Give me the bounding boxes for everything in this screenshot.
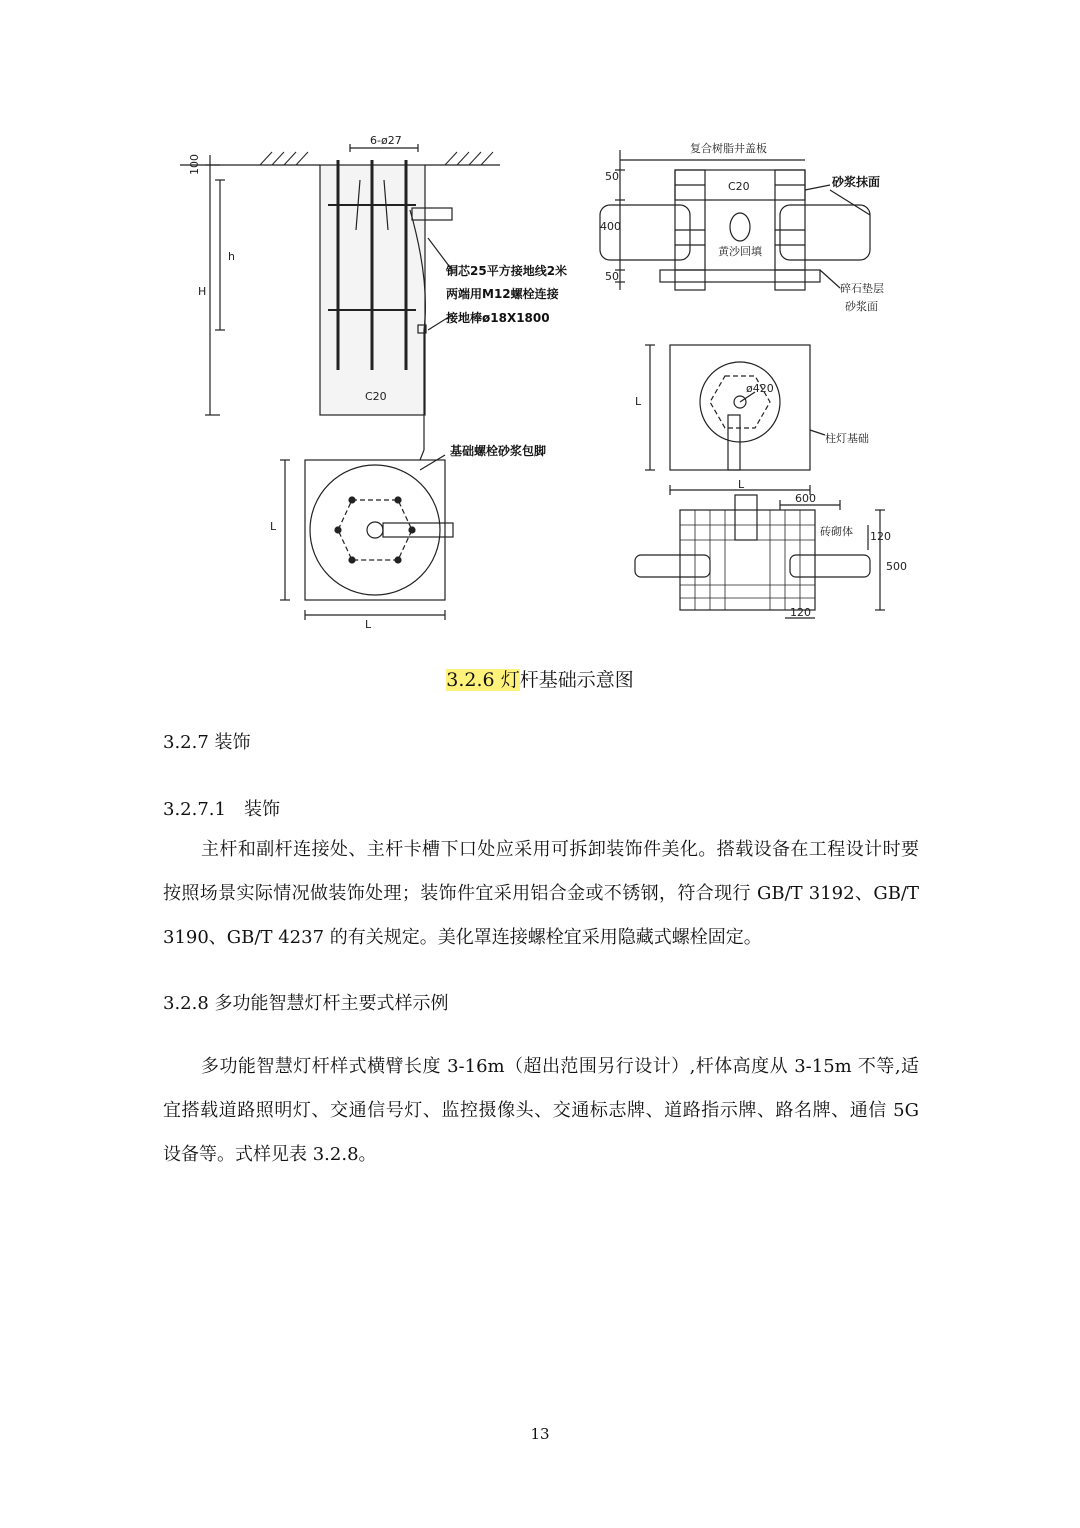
caption-number: 3.2.6 [446, 669, 495, 691]
paragraph-styles: 多功能智慧灯杆样式横臂长度 3-16m（超出范围另行设计）,杆体高度从 3-15m 不等,适宜搭载道路照明灯、交通信号灯、监控摄像头、交通标志牌、道路指示牌、路名牌、通信 5G 设备等。式样见表 3.2.8。 [163, 1056, 919, 1165]
right-dim-120b: 120 [790, 606, 811, 619]
right-dim-120a: 120 [870, 530, 891, 543]
right-dim-L-bottom: L [738, 478, 745, 491]
page-number: 13 [530, 1425, 550, 1443]
left-dim-100: 100 [188, 154, 201, 175]
right-diameter: ø420 [746, 382, 774, 395]
right-backfill: 黄沙回填 [718, 245, 762, 258]
paragraph-decoration: 主杆和副杆连接处、主杆卡槽下口处应采用可拆卸装饰件美化。搭载设备在工程设计时要按照场景实际情况做装饰处理；装饰件宜采用铝合金或不锈钢，符合现行 GB/T 3192、GB/T 3190、GB/T 4237 的有关规定。美化罩连接螺栓宜采用隐藏式螺栓固定。 [163, 839, 919, 948]
left-dim-h: h [228, 250, 235, 263]
foundation-diagram [180, 130, 920, 630]
left-note2: 两端用M12螺栓连接 [446, 287, 559, 301]
right-dim-50b: 50 [605, 270, 619, 283]
right-foundation: 柱灯基础 [825, 432, 869, 445]
caption-first-char: 灯 [500, 669, 520, 691]
heading-3-2-8: 3.2.8 多功能智慧灯杆主要式样示例 [163, 993, 449, 1014]
foundation-drawing [180, 130, 920, 630]
right-dim-L-side: L [635, 395, 642, 408]
left-note4: 基础螺栓砂浆包脚 [450, 444, 547, 458]
right-dim-400: 400 [600, 220, 621, 233]
right-dim-600: 600 [795, 492, 816, 505]
caption-highlight [446, 669, 519, 691]
left-note3: 接地棒ø18X1800 [446, 311, 550, 325]
left-note1: 铜芯25平方接地线2米 [446, 264, 568, 278]
right-brick: 砖砌体 [820, 525, 853, 538]
right-gravel: 碎石垫层 [840, 282, 884, 295]
left-dim-L-bottom: L [365, 618, 372, 630]
left-concrete: C20 [365, 390, 387, 403]
heading-3-2-7-1: 3.2.7.1 装饰 [163, 799, 280, 820]
right-dim-50a: 50 [605, 170, 619, 183]
heading-3-2-7: 3.2.7 装饰 [163, 732, 251, 753]
caption-rest: 杆基础示意图 [519, 669, 634, 691]
right-mortar: 砂浆抹面 [832, 175, 881, 189]
right-inner-c20: C20 [728, 180, 750, 193]
left-dim-L-side: L [270, 520, 277, 533]
left-dim-H: H [198, 285, 207, 298]
figure-caption [0, 665, 1080, 692]
right-dim-500: 500 [886, 560, 907, 573]
left-top-dim: 6-ø27 [370, 134, 402, 147]
right-mortar-surface: 砂浆面 [845, 300, 878, 313]
right-title: 复合树脂井盖板 [690, 142, 767, 155]
